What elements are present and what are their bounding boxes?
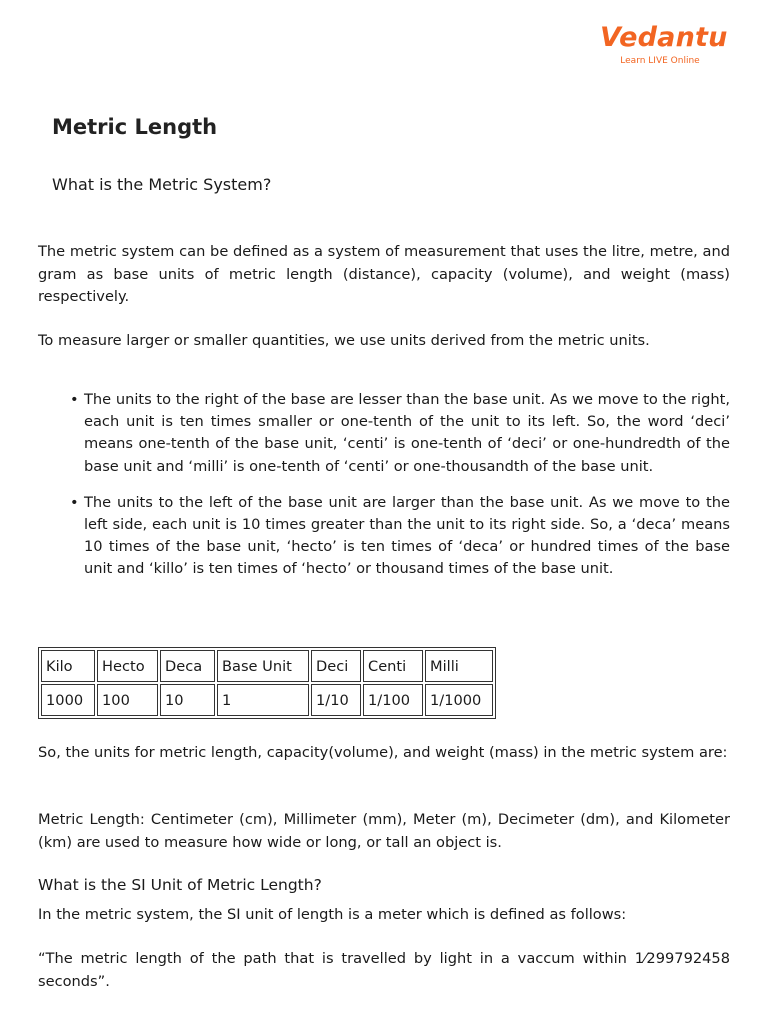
table-cell: 1/100	[363, 684, 423, 716]
unit-rules-list	[70, 389, 730, 595]
table-header-cell: Base Unit	[217, 650, 309, 682]
table-cell: 100	[97, 684, 158, 716]
si-unit-heading: What is the SI Unit of Metric Length?	[38, 876, 322, 894]
table-header-row	[41, 650, 493, 682]
units-list-intro: So, the units for metric length, capacity(volume), and weight (mass) in the metric system are:	[38, 744, 728, 761]
logo-wordmark: Vedantu	[600, 22, 728, 53]
table-row	[41, 684, 493, 716]
table-header-cell: Kilo	[41, 650, 95, 682]
bullet-marker: •	[70, 391, 79, 408]
table-header-cell: Deca	[160, 650, 215, 682]
table-cell: 1	[217, 684, 309, 716]
table-header-cell: Milli	[425, 650, 493, 682]
list-item-text: The units to the left of the base unit are larger than the base unit. As we move to the left side, each unit is 10 times greater than the unit to its right side. So, a ‘deca’ means 10 times of the base unit, ‘hecto’ is ten times of ‘deca’ or hundred times of the base unit and ‘killo’ is ten times of ‘hecto’ or thousand times of the base unit.	[84, 493, 730, 578]
table-header-cell: Centi	[363, 650, 423, 682]
bullet-marker: •	[70, 493, 79, 511]
table-cell: 1/1000	[425, 684, 493, 716]
si-quote-paragraph: “The metric length of the path that is travelled by light in a vaccum within 1⁄299792458 seconds”.	[38, 950, 730, 990]
list-item	[70, 492, 730, 581]
metric-length-paragraph: Metric Length: Centimeter (cm), Millimeter (mm), Meter (m), Decimeter (dm), and Kilometer (km) are used to measure how wide or long, or tall an object is.	[38, 811, 730, 851]
page-title: Metric Length	[52, 115, 218, 139]
list-item-text: The units to the right of the base are lesser than the base unit. As we move to the right, each unit is ten times smaller or one-tenth of the unit to its left. So, the word ‘deci’ means one-tenth of the base unit, ‘centi’ is one-tenth of ‘deci’ or one-hundredth of the base unit and ‘milli’ is one-tenth of ‘centi’ or one-thousandth of the base unit.	[84, 391, 730, 475]
metric-prefix-table	[38, 647, 496, 719]
table-cell: 10	[160, 684, 215, 716]
page-subtitle: What is the Metric System?	[52, 175, 272, 194]
table-cell: 1000	[41, 684, 95, 716]
logo-tagline: Learn LIVE Online	[620, 56, 700, 66]
intro-paragraph: The metric system can be defined as a system of measurement that uses the litre, metre, and gram as base units of metric length (distance), capacity (volume), and weight (mass) respectively.	[38, 243, 730, 305]
vedantu-logo	[600, 22, 728, 66]
table-header-cell: Deci	[311, 650, 361, 682]
derived-units-paragraph: To measure larger or smaller quantities, we use units derived from the metric units.	[38, 332, 650, 349]
table-header-cell: Hecto	[97, 650, 158, 682]
table-cell: 1/10	[311, 684, 361, 716]
list-item	[70, 389, 730, 478]
si-definition-paragraph: In the metric system, the SI unit of length is a meter which is defined as follows:	[38, 906, 627, 923]
